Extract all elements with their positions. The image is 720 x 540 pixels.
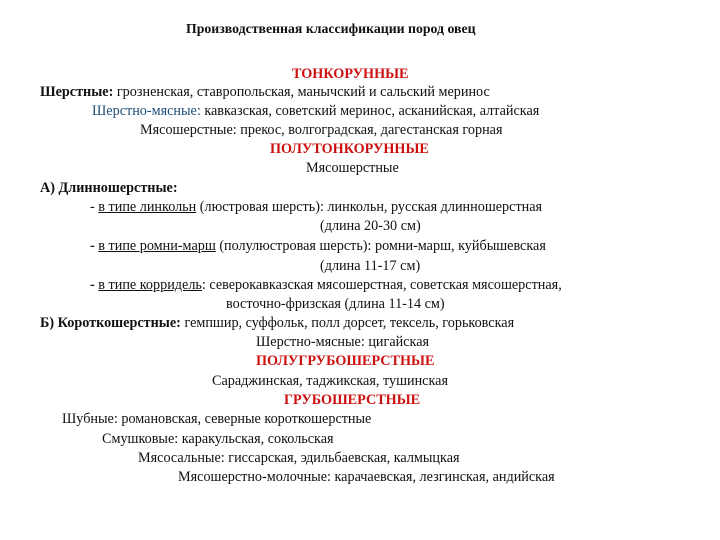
meat-fat-breeds: гиссарская, эдильбаевская, калмыцкая: [224, 450, 460, 466]
corriedale-prefix: -: [90, 277, 99, 293]
pelt-label: Смушковые:: [102, 431, 179, 447]
meat-wool-milk-breeds: карачаевская, лезгинская, андийская: [330, 469, 555, 485]
coarse-pelt-line: [102, 431, 334, 448]
semi-fine-wool-meat-line: Шерстно-мясные: цигайская: [256, 334, 430, 350]
coarse-fur-line: [62, 411, 371, 428]
lincoln-line: [90, 199, 542, 216]
romney-prefix: -: [90, 238, 99, 254]
romney-breeds: (полулюстровая шерсть): ромни-марш, куйбышевская: [215, 238, 546, 254]
fur-label: Шубные:: [62, 411, 118, 427]
meat-wool-breeds: прекос, волгоградская, дагестанская горная: [236, 122, 503, 138]
coarse-meat-fat-line: [138, 450, 460, 467]
heading-semi-coarse: ПОЛУГРУБОШЕРСТНЫЕ: [256, 353, 435, 369]
wool-meat-label: Шерстно-мясные:: [92, 103, 201, 119]
wool-breeds: грозненская, ставропольская, манычский и сальский меринос: [113, 84, 490, 100]
short-wool-line: [40, 315, 514, 332]
meat-wool-milk-label: Мясошерстно-молочные:: [178, 469, 331, 485]
heading-coarse: ГРУБОШЕРСТНЫЕ: [284, 392, 421, 408]
document-title: Производственная классификации пород овец: [186, 21, 476, 36]
coarse-meat-wool-milk-line: [178, 469, 555, 486]
corriedale-type-label: в типе корридель: [98, 277, 202, 293]
lincoln-prefix: -: [90, 199, 99, 215]
lincoln-type-label: в типе линкольн: [98, 199, 197, 215]
heading-semi-fine: ПОЛУТОНКОРУННЫЕ: [270, 141, 429, 157]
semi-coarse-breeds: Сараджинская, таджикская, тушинская: [212, 373, 448, 389]
short-wool-breeds: гемпшир, суффольк, полл дорсет, тексель, горьковская: [180, 315, 515, 331]
romney-line: [90, 238, 546, 255]
lincoln-length: (длина 20-30 см): [320, 218, 421, 234]
corriedale-breeds: : северокавказская мясошерстная, советская мясошерстная,: [201, 277, 562, 293]
heading-fine-wool: ТОНКОРУННЫЕ: [292, 66, 409, 82]
romney-type-label: в типе ромни-марш: [98, 238, 216, 254]
romney-length: (длина 11-17 см): [320, 258, 421, 274]
meat-fat-label: Мясосальные:: [138, 450, 225, 466]
fine-wool-wool-meat-line: [92, 103, 539, 120]
wool-label: Шерстные:: [40, 84, 114, 100]
corriedale-line: [90, 277, 562, 294]
fine-wool-wool-line: [40, 84, 490, 101]
semi-fine-subheading: Мясошерстные: [306, 160, 399, 176]
corriedale-continuation: восточно-фризская (длина 11-14 см): [226, 296, 445, 312]
meat-wool-label: Мясошерстные:: [140, 122, 237, 138]
lincoln-breeds: (люстровая шерсть): линкольн, русская длинношерстная: [196, 199, 543, 215]
fine-wool-meat-wool-line: [140, 122, 503, 139]
wool-meat-breeds: кавказская, советский меринос, асканийская, алтайская: [200, 103, 540, 119]
fur-breeds: романовская, северные короткошерстные: [117, 411, 372, 427]
pelt-breeds: каракульская, сокольская: [178, 431, 334, 447]
long-wool-label: А) Длинношерстные:: [40, 180, 178, 196]
short-wool-label: Б) Короткошерстные:: [40, 315, 181, 331]
